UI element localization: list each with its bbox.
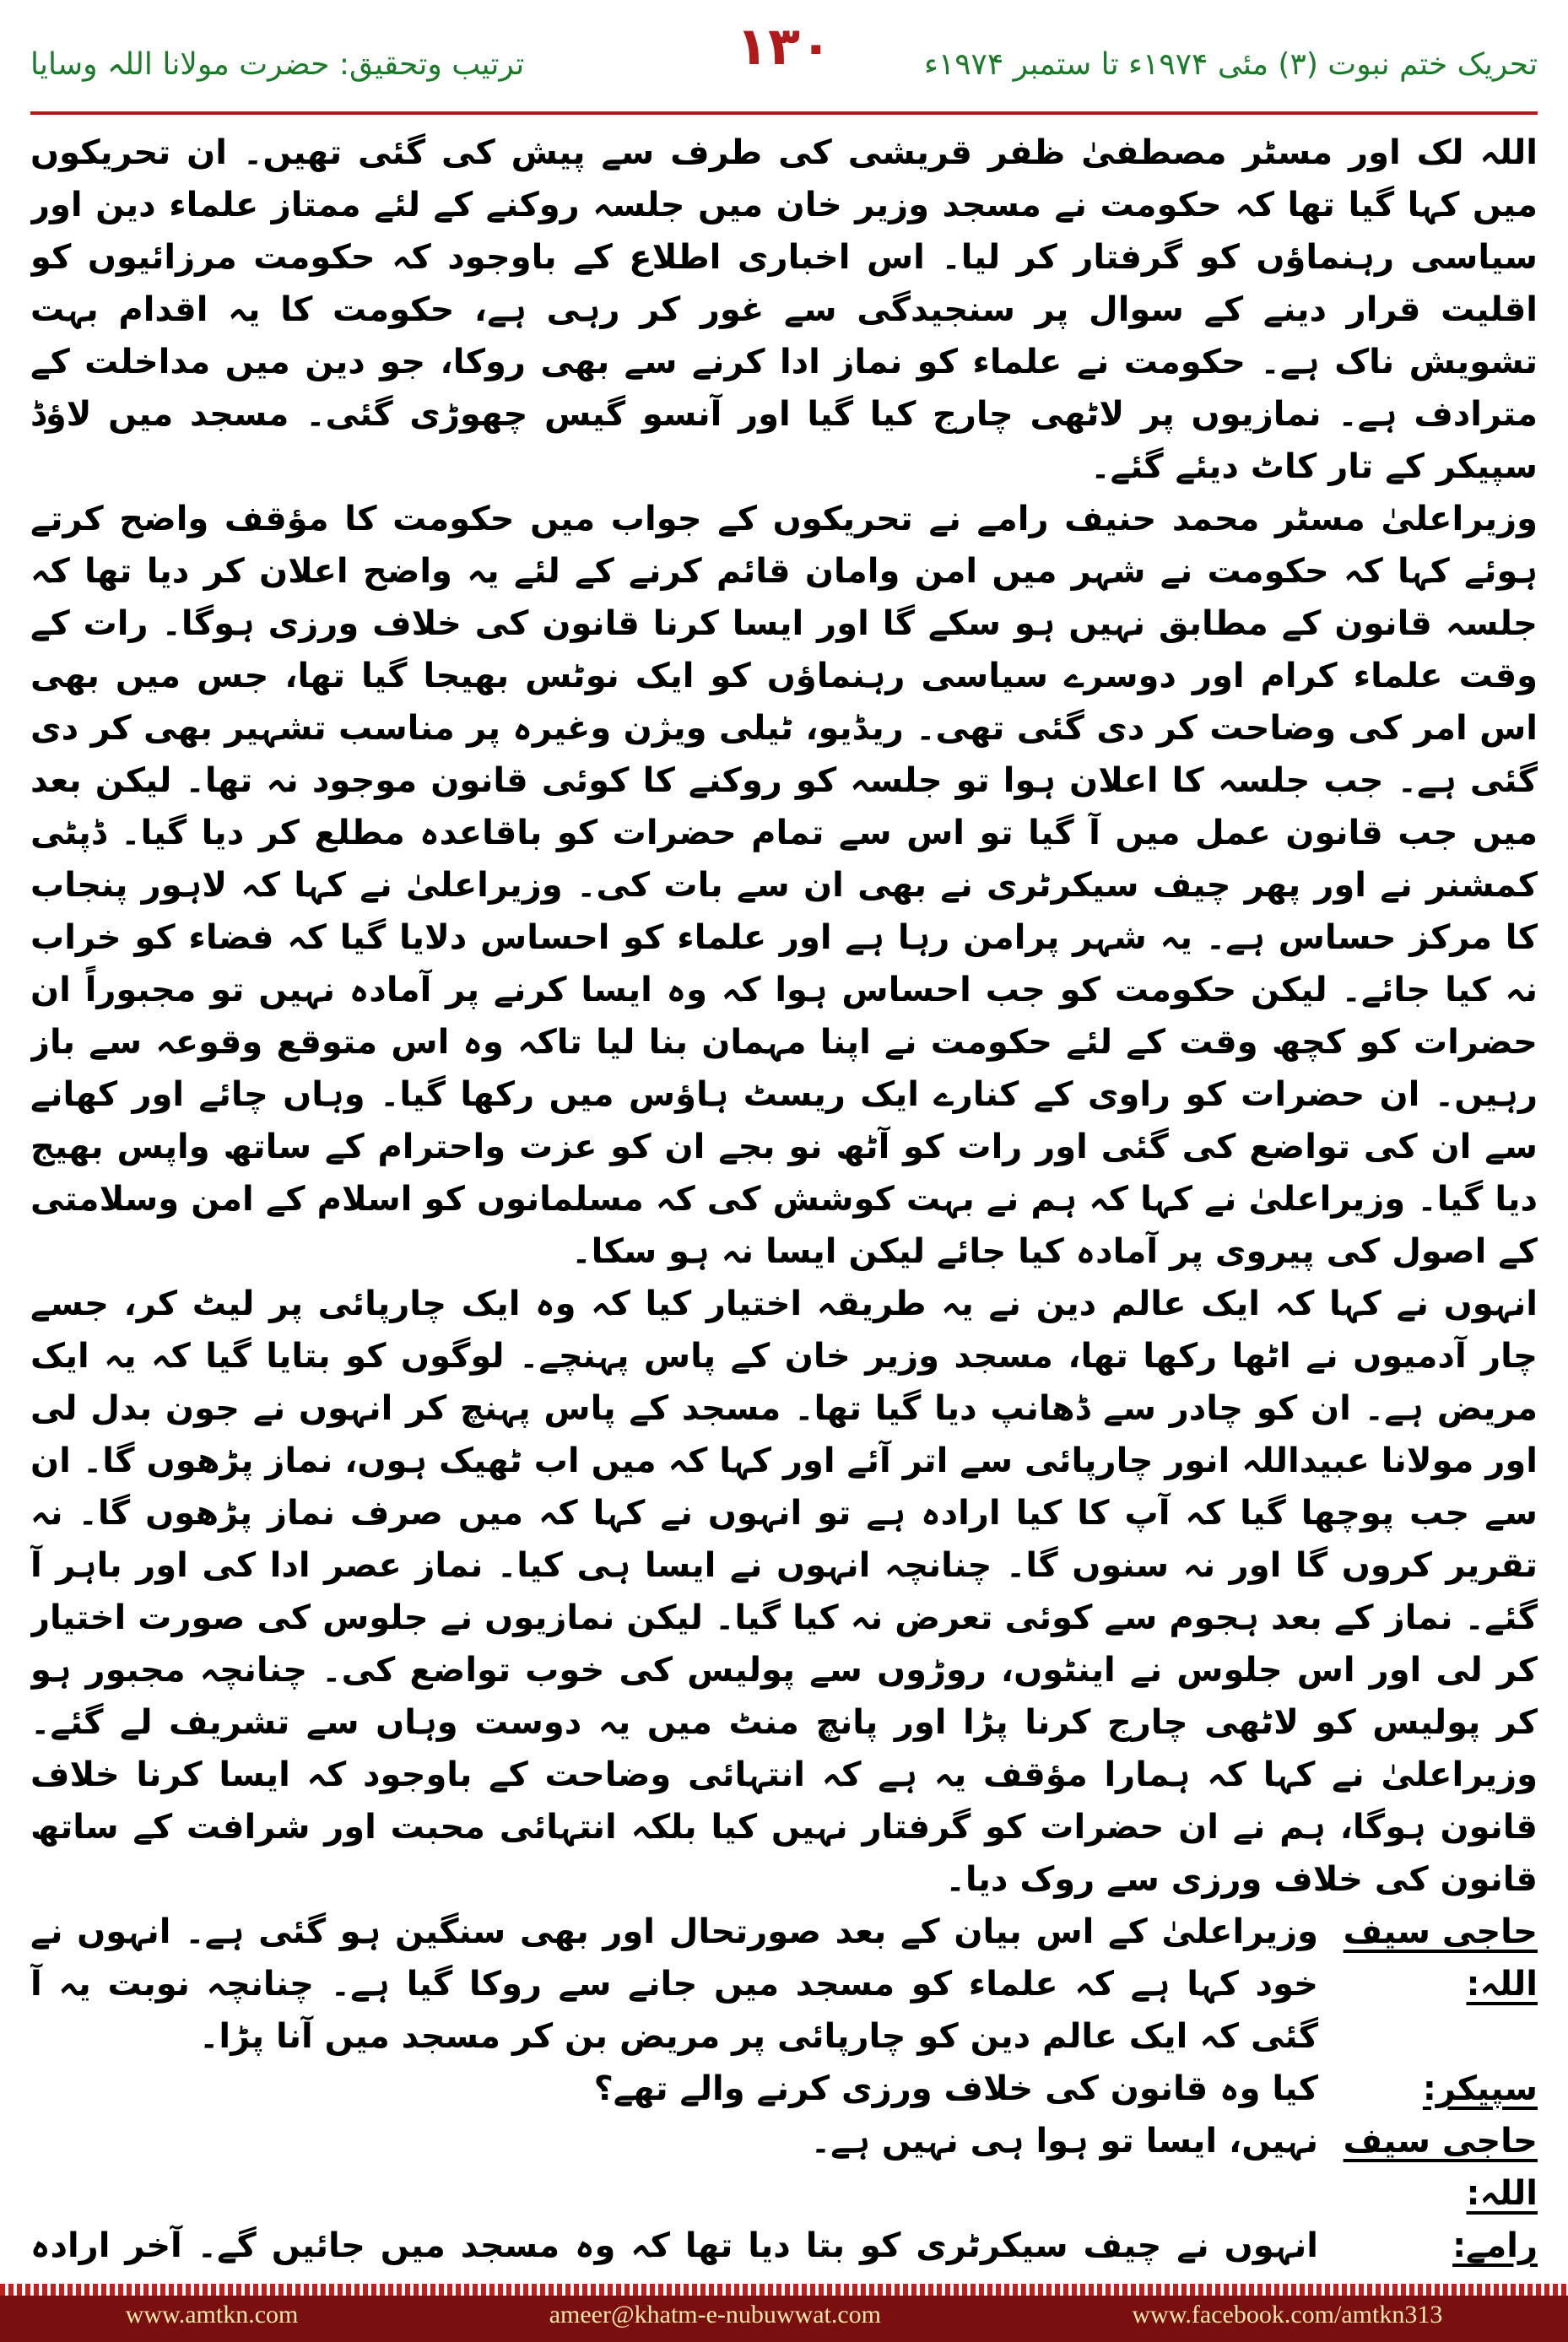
paragraph-3: انہوں نے کہا کہ ایک عالم دین نے یہ طریقہ اختیار کیا کہ وہ ایک چارپائی پر لیٹ کر، جسے چار آدمیوں نے اٹھا رکھا تھا، مسجد وزیر خان کے پاس پہنچے۔ لوگوں کو بتایا گیا کہ یہ ایک مریض ہے۔ ان کو چادر سے ڈھانپ دیا گیا تھا۔ مسجد کے پاس پہنچ کر انہوں نے جون بدل لی اور مولانا عبیداللہ انور چارپائی سے اتر آئے اور کہا کہ میں اب ٹھیک ہوں، نماز پڑھوں گا۔ ان سے جب پوچھا گیا کہ آپ کا کیا ارادہ ہے تو انہوں نے کہا کہ میں صرف نماز پڑھوں گا۔ نہ تقریر کروں گا اور نہ سنوں گا۔ چنانچہ انہوں نے ایسا ہی کیا۔ نماز عصر ادا کی اور باہر آ گئے۔ نماز کے بعد ہجوم سے کوئی تعرض نہ کیا گیا۔ لیکن نمازیوں نے جلوس کی صورت اختیار کر لی اور اس جلوس نے اینٹوں، روڑوں سے پولیس کی خوب تواضع کی۔ چنانچہ مجبور ہو کر پولیس کو لاٹھی چارج کرنا پڑا اور پانچ منٹ میں یہ دوست وہاں سے تشریف لے گئے۔ وزیراعلیٰ نے کہا کہ ہمارا مؤقف یہ ہے کہ انتہائی وضاحت کے باوجود کہ ایسا کرنا خلاف قانون ہوگا، ہم نے ان حضرات کو گرفتار نہیں کیا بلکہ انتہائی محبت اور شرافت کے ساتھ قانون کی خلاف ورزی سے روک دیا۔ — [30, 1285, 1538, 1899]
website-link[interactable]: www.amtkn.com — [125, 2301, 299, 2328]
dialogue-speaker: رامے: — [1452, 2226, 1538, 2265]
dialogue-speaker: سپیکر: — [1422, 2069, 1538, 2108]
header-compiler: ترتیب وتحقیق: حضرت مولانا اللہ وسایا — [30, 47, 525, 82]
dialogue-entry — [30, 2220, 1538, 2279]
dialogue-text: نہیں، ایسا تو ہوا ہی نہیں ہے۔ — [810, 2122, 1318, 2161]
dialogue-speaker: حاجی سیف اللہ: — [1343, 2122, 1538, 2213]
facebook-link[interactable]: www.facebook.com/amtkn313 — [1132, 2301, 1443, 2328]
page-footer — [0, 2284, 1568, 2342]
page-header — [30, 15, 1538, 115]
dialogue-text: کیا وہ قانون کی خلاف ورزی کرنے والے تھے؟ — [593, 2069, 1318, 2108]
dialogue-speaker: حاجی سیف اللہ: — [1343, 1912, 1538, 2004]
page-number: ۱۳۰ — [736, 15, 832, 77]
header-book-title: تحریک ختم نبوت (۳) مئی ۱۹۷۴ء تا ستمبر ۱۹۷۴ء — [923, 47, 1538, 82]
paragraph-2: وزیراعلیٰ مسٹر محمد حنیف رامے نے تحریکوں کے جواب میں حکومت کا مؤقف واضح کرتے ہوئے کہا کہ حکومت نے شہر میں امن وامان قائم کرنے کے لئے یہ واضح اعلان کر دیا تھا کہ جلسہ قانون کے مطابق نہیں ہو سکے گا اور ایسا کرنا قانون کی خلاف ورزی ہوگا۔ رات کے وقت علماء کرام اور دوسرے سیاسی رہنماؤں کو ایک نوٹس بھیجا گیا تھا، جس میں بھی اس امر کی وضاحت کر دی گئی تھی۔ ریڈیو، ٹیلی ویژن وغیرہ پر مناسب تشہیر بھی کر دی گئی ہے۔ جب جلسہ کا اعلان ہوا تو جلسہ کو روکنے کا کوئی قانون موجود نہ تھا۔ لیکن بعد میں جب قانون عمل میں آ گیا تو اس سے تمام حضرات کو باقاعدہ مطلع کر دیا گیا۔ ڈپٹی کمشنر نے اور پھر چیف سیکرٹری نے بھی ان سے بات کی۔ وزیراعلیٰ نے کہا کہ لاہور پنجاب کا مرکز حساس ہے۔ یہ شہر پرامن رہا ہے اور علماء کو احساس دلایا گیا کہ فضاء کو خراب نہ کیا جائے۔ لیکن حکومت کو جب احساس ہوا کہ وہ ایسا کرنے پر آمادہ نہیں تو مجبوراً ان حضرات کو کچھ وقت کے لئے حکومت نے اپنا مہمان بنا لیا تاکہ وہ اس متوقع وقوعہ سے باز رہیں۔ ان حضرات کو راوی کے کنارے ایک ریسٹ ہاؤس میں رکھا گیا۔ وہاں چائے اور کھانے سے ان کی تواضع کی گئی اور رات کو آٹھ نو بجے ان کو عزت واحترام کے ساتھ واپس بھیج دیا گیا۔ وزیراعلیٰ نے کہا کہ ہم نے بہت کوشش کی کہ مسلمانوں کو اسلام کے امن وسلامتی کے اصول کی پیروی پر آمادہ کیا جائے لیکن ایسا نہ ہو سکا۔ — [30, 500, 1538, 1271]
dialogue-entry — [30, 1906, 1538, 2063]
footer-stripe — [0, 2284, 1568, 2296]
email-link[interactable]: ameer@khatm-e-nubuwwat.com — [549, 2301, 882, 2328]
header-divider — [30, 111, 1538, 115]
page-body — [30, 127, 1538, 2279]
footer-links — [0, 2301, 1568, 2329]
dialogue-text: وزیراعلیٰ کے اس بیان کے بعد صورتحال اور بھی سنگین ہو گئی ہے۔ انہوں نے خود کہا ہے کہ علماء کو مسجد میں جانے سے روکا گیا ہے۔ چنانچہ نوبت یہ آ گئی کہ ایک عالم دین کو چارپائی پر مریض بن کر مسجد میں آنا پڑا۔ — [30, 1912, 1318, 2056]
dialogue-entry — [30, 2115, 1538, 2220]
paragraph-1: اللہ لک اور مسٹر مصطفیٰ ظفر قریشی کی طرف سے پیش کی گئی تھیں۔ ان تحریکوں میں کہا گیا تھا کہ حکومت نے مسجد وزیر خان میں جلسہ روکنے کے لئے ممتاز علماء دین اور سیاسی رہنماؤں کو گرفتار کر لیا۔ اس اخباری اطلاع کے باوجود کہ حکومت مرزائیوں کو اقلیت قرار دینے کے سوال پر سنجیدگی سے غور کر رہی ہے، حکومت کا یہ اقدام بہت تشویش ناک ہے۔ حکومت نے علماء کو نماز ادا کرنے سے بھی روکا، جو دین میں مداخلت کے مترادف ہے۔ نمازیوں پر لاٹھی چارج کیا گیا اور آنسو گیس چھوڑی گئی۔ مسجد میں لاؤڈ سپیکر کے تار کاٹ دیئے گئے۔ — [30, 133, 1538, 486]
dialogue-entry — [30, 2063, 1538, 2115]
dialogue-text: انہوں نے چیف سیکرٹری کو بتا دیا تھا کہ وہ مسجد میں جائیں گے۔ آخر ارادہ — [30, 2226, 1318, 2265]
